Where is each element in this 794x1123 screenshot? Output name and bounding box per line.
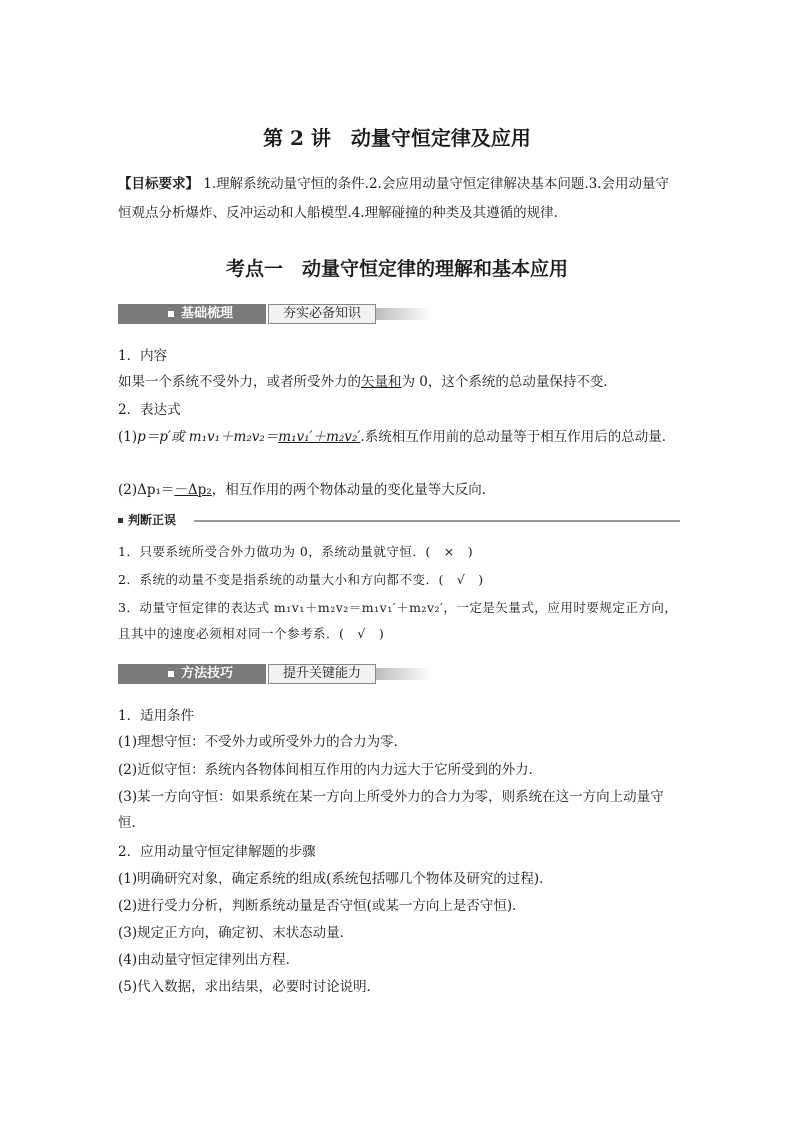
- heading-conditions: 1．适用条件: [118, 708, 195, 724]
- basic-review-banner: [118, 304, 432, 324]
- judge-rule: [194, 520, 680, 522]
- expr1-underline: m₁v₁′＋m₂v₂′: [278, 429, 361, 445]
- step-5: (5)代入数据，求出结果，必要时讨论说明．: [118, 979, 381, 995]
- heading-content: 1．内容: [118, 348, 168, 364]
- content-text: [118, 372, 680, 392]
- judge-label: [118, 511, 182, 528]
- content-text-underline: 矢量和: [361, 374, 402, 390]
- heading-expression: 2．表达式: [118, 402, 181, 418]
- expr1-a: (1): [118, 429, 138, 445]
- judge-item-2: 2．系统的动量不变是指系统的动量大小和方向都不变．( √ ): [118, 572, 484, 587]
- banner-dark-label: [118, 304, 266, 324]
- content-text-a: 如果一个系统不受外力，或者所受外力的: [118, 374, 361, 390]
- expr1-b: p＝p′或 m₁v₁＋m₂v₂＝: [137, 429, 279, 445]
- banner-dark-label: [118, 664, 266, 684]
- lecture-title: 第 2 讲 动量守恒定律及应用: [263, 126, 531, 150]
- square-icon: [118, 518, 123, 523]
- square-icon: [168, 671, 174, 677]
- step-2: (2)进行受力分析，判断系统动量是否守恒(或某一方向上是否守恒)．: [118, 898, 526, 914]
- expr2-a: (2)Δp₁＝: [118, 482, 175, 498]
- step-1: (1)明确研究对象，确定系统的组成(系统包括哪几个物体及研究的过程)．: [118, 871, 553, 887]
- judge-header: [118, 511, 680, 529]
- square-icon: [168, 311, 174, 317]
- judge-item-3: 3．动量守恒定律的表达式 m₁v₁＋m₂v₂＝m₁v₁′＋m₂v₂′，一定是矢量式，应用时要规定正方向，且其中的速度必须相对同一个参考系．( √ ): [118, 600, 678, 641]
- judge-label-text: 判断正误: [128, 513, 177, 527]
- expression-1: [118, 424, 680, 450]
- goal-text: 1.理解系统动量守恒的条件.2.会应用动量守恒定律解决基本问题.3.会用动量守恒观点分析爆炸、反冲运动和人船模型.4.理解碰撞的种类及其遵循的规律.: [118, 176, 670, 221]
- banner-dark-text: 基础梳理: [181, 306, 234, 321]
- heading-steps: 2．应用动量守恒定律解题的步骤: [118, 844, 316, 860]
- banner-light-label: 提升关键能力: [268, 664, 376, 684]
- method-banner: [118, 664, 432, 684]
- condition-2: (2)近似守恒：系统内各物体间相互作用的内力远大于它所受到的外力．: [118, 762, 543, 778]
- step-4: (4)由动量守恒定律列出方程．: [118, 952, 300, 968]
- step-3: (3)规定正方向，确定初、末状态动量．: [118, 925, 354, 941]
- expr2-b: ，相互作用的两个物体动量的变化量等大反向．: [211, 482, 496, 498]
- goal-tag: 【目标要求】: [118, 176, 199, 192]
- content-text-b: 为 0，这个系统的总动量保持不变．: [401, 374, 617, 390]
- condition-3: (3)某一方向守恒：如果系统在某一方向上所受外力的合力为零，则系统在这一方向上动量守恒．: [118, 789, 664, 831]
- banner-fade: [376, 668, 432, 680]
- banner-dark-text: 方法技巧: [181, 666, 234, 681]
- judge-item-1: 1．只要系统所受合外力做功为 0，系统动量就守恒．( × ): [118, 544, 474, 559]
- expr2-underline: －Δp₂: [174, 482, 212, 498]
- expr1-c: .系统相互作用前的总动量等于相互作用后的总动量．: [360, 429, 676, 445]
- section-title: 考点一 动量守恒定律的理解和基本应用: [225, 258, 568, 280]
- expression-2: [118, 480, 680, 500]
- banner-fade: [376, 308, 432, 320]
- condition-1: (1)理想守恒：不受外力或所受外力的合力为零．: [118, 734, 408, 750]
- goal-requirements: [118, 170, 680, 228]
- banner-light-label: 夯实必备知识: [268, 304, 376, 324]
